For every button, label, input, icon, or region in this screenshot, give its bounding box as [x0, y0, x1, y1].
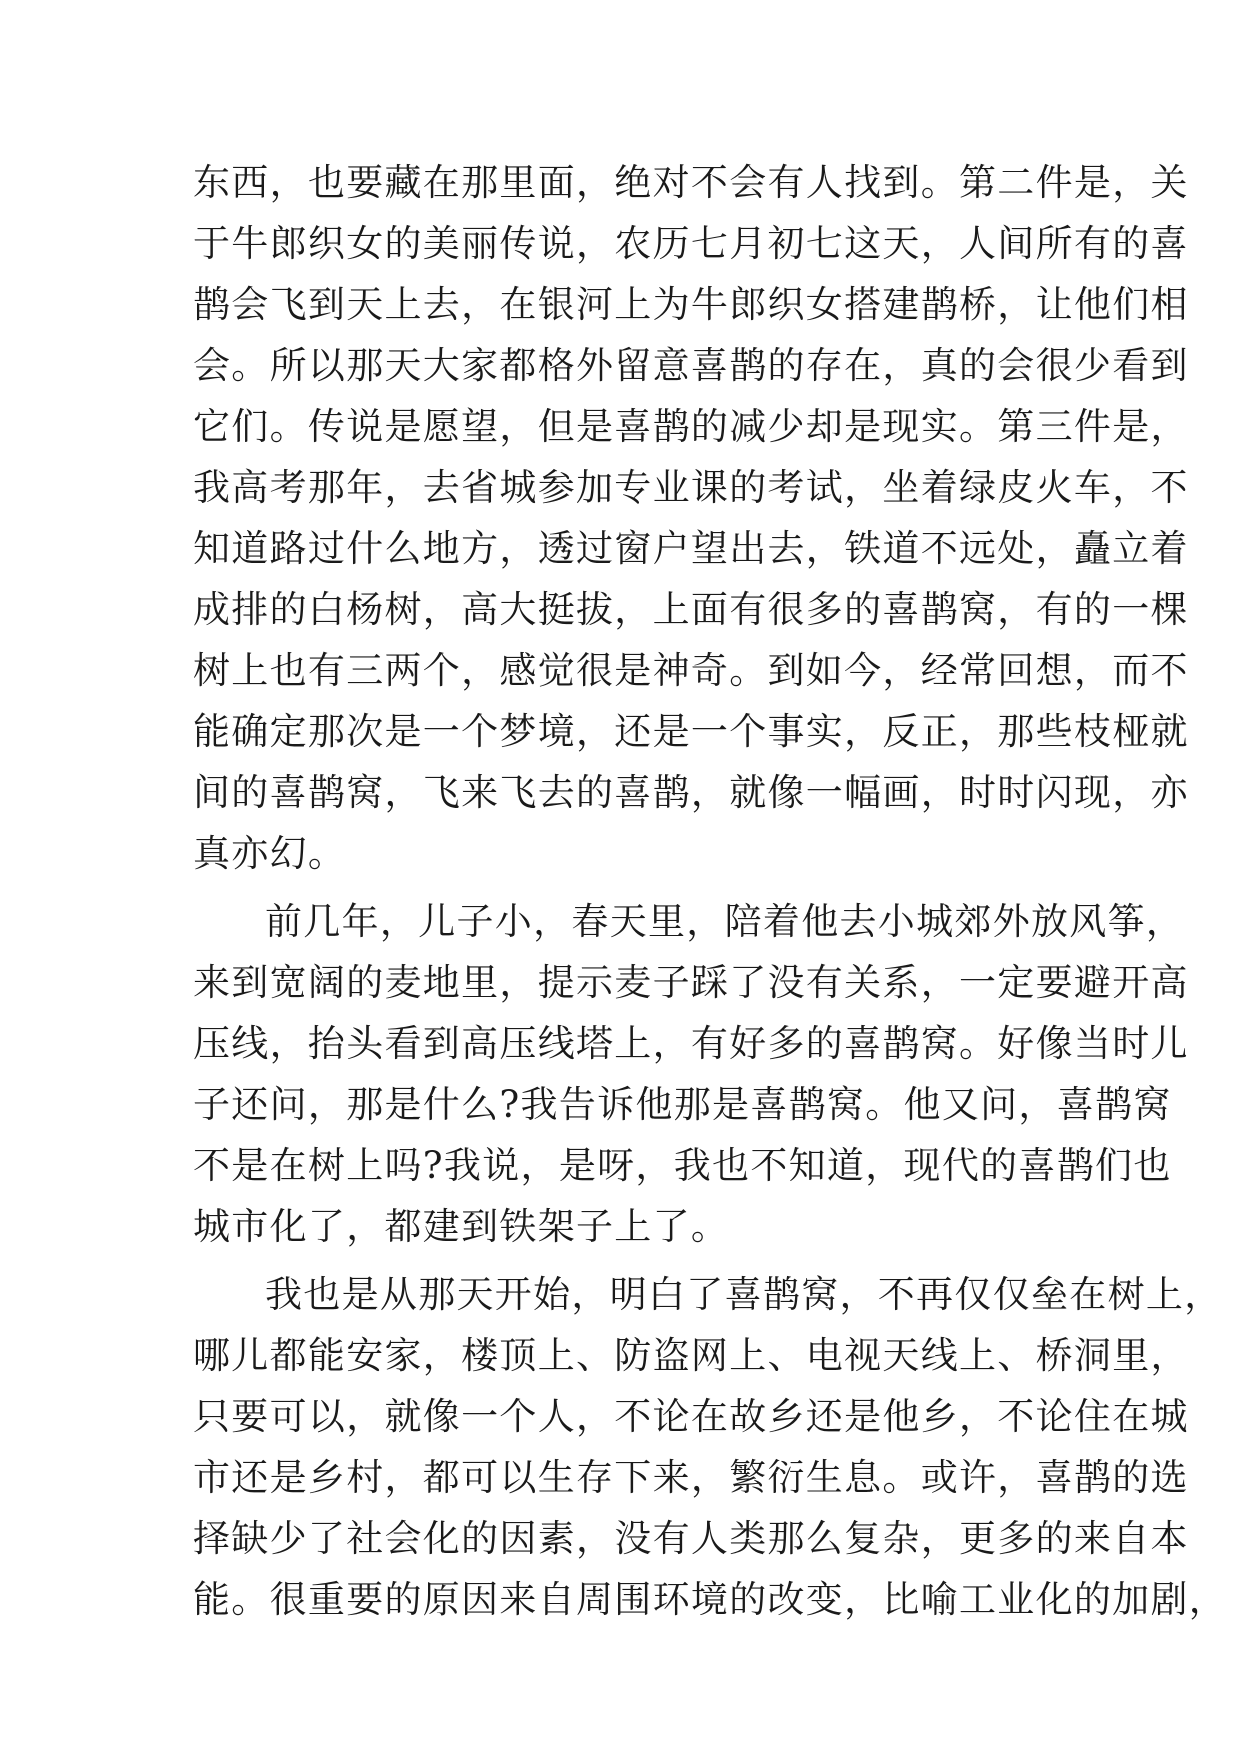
text-line: 能确定那次是一个梦境，还是一个事实，反正，那些枝桠就 [193, 710, 1189, 753]
text-line: 不是在树上吗?我说，是呀，我也不知道，现代的喜鹊们也 [193, 1144, 1172, 1187]
text-line: 真亦幻。 [193, 832, 347, 875]
text-line: 子还问，那是什么?我告诉他那是喜鹊窝。他又问，喜鹊窝 [193, 1083, 1172, 1126]
text-line: 树上也有三两个，感觉很是神奇。到如今，经常回想，而不 [193, 649, 1189, 692]
text-line: 城市化了，都建到铁架子上了。 [193, 1205, 730, 1248]
text-line: 它们。传说是愿望，但是喜鹊的减少却是现实。第三件是， [193, 405, 1189, 448]
text-line: 知道路过什么地方，透过窗户望出去，铁道不远处，矗立着 [193, 527, 1189, 570]
paragraph-1 [193, 152, 1189, 884]
text-line: 前几年，儿子小，春天里，陪着他去小城郊外放风筝， [265, 900, 1185, 943]
text-line: 能。很重要的原因来自周围环境的改变，比喻工业化的加剧， [193, 1578, 1228, 1621]
paragraph-2 [193, 891, 1189, 1257]
text-line: 只要可以，就像一个人，不论在故乡还是他乡，不论住在城 [193, 1395, 1189, 1438]
text-line: 哪儿都能安家，楼顶上、防盗网上、电视天线上、桥洞里， [193, 1334, 1189, 1377]
text-line: 会。所以那天大家都格外留意喜鹊的存在，真的会很少看到 [193, 344, 1189, 387]
text-line: 成排的白杨树，高大挺拔，上面有很多的喜鹊窝，有的一棵 [193, 588, 1189, 631]
text-line: 东西，也要藏在那里面，绝对不会有人找到。第二件是，关 [193, 161, 1189, 204]
text-line: 我高考那年，去省城参加专业课的考试，坐着绿皮火车，不 [193, 466, 1189, 509]
text-line: 间的喜鹊窝，飞来飞去的喜鹊，就像一幅画，时时闪现，亦 [193, 771, 1189, 814]
text-line: 择缺少了社会化的因素，没有人类那么复杂，更多的来自本 [193, 1517, 1189, 1560]
text-line: 来到宽阔的麦地里，提示麦子踩了没有关系，一定要避开高 [193, 961, 1189, 1004]
paragraph-3 [193, 1264, 1228, 1630]
text-line: 我也是从那天开始，明白了喜鹊窝，不再仅仅垒在树上， [265, 1273, 1223, 1316]
body-text [193, 152, 1228, 1630]
text-line: 市还是乡村，都可以生存下来，繁衍生息。或许，喜鹊的选 [193, 1456, 1189, 1499]
text-line: 压线，抬头看到高压线塔上，有好多的喜鹊窝。好像当时儿 [193, 1022, 1189, 1065]
text-line: 于牛郎织女的美丽传说，农历七月初七这天，人间所有的喜 [193, 222, 1189, 265]
text-line: 鹊会飞到天上去，在银河上为牛郎织女搭建鹊桥，让他们相 [193, 283, 1189, 326]
